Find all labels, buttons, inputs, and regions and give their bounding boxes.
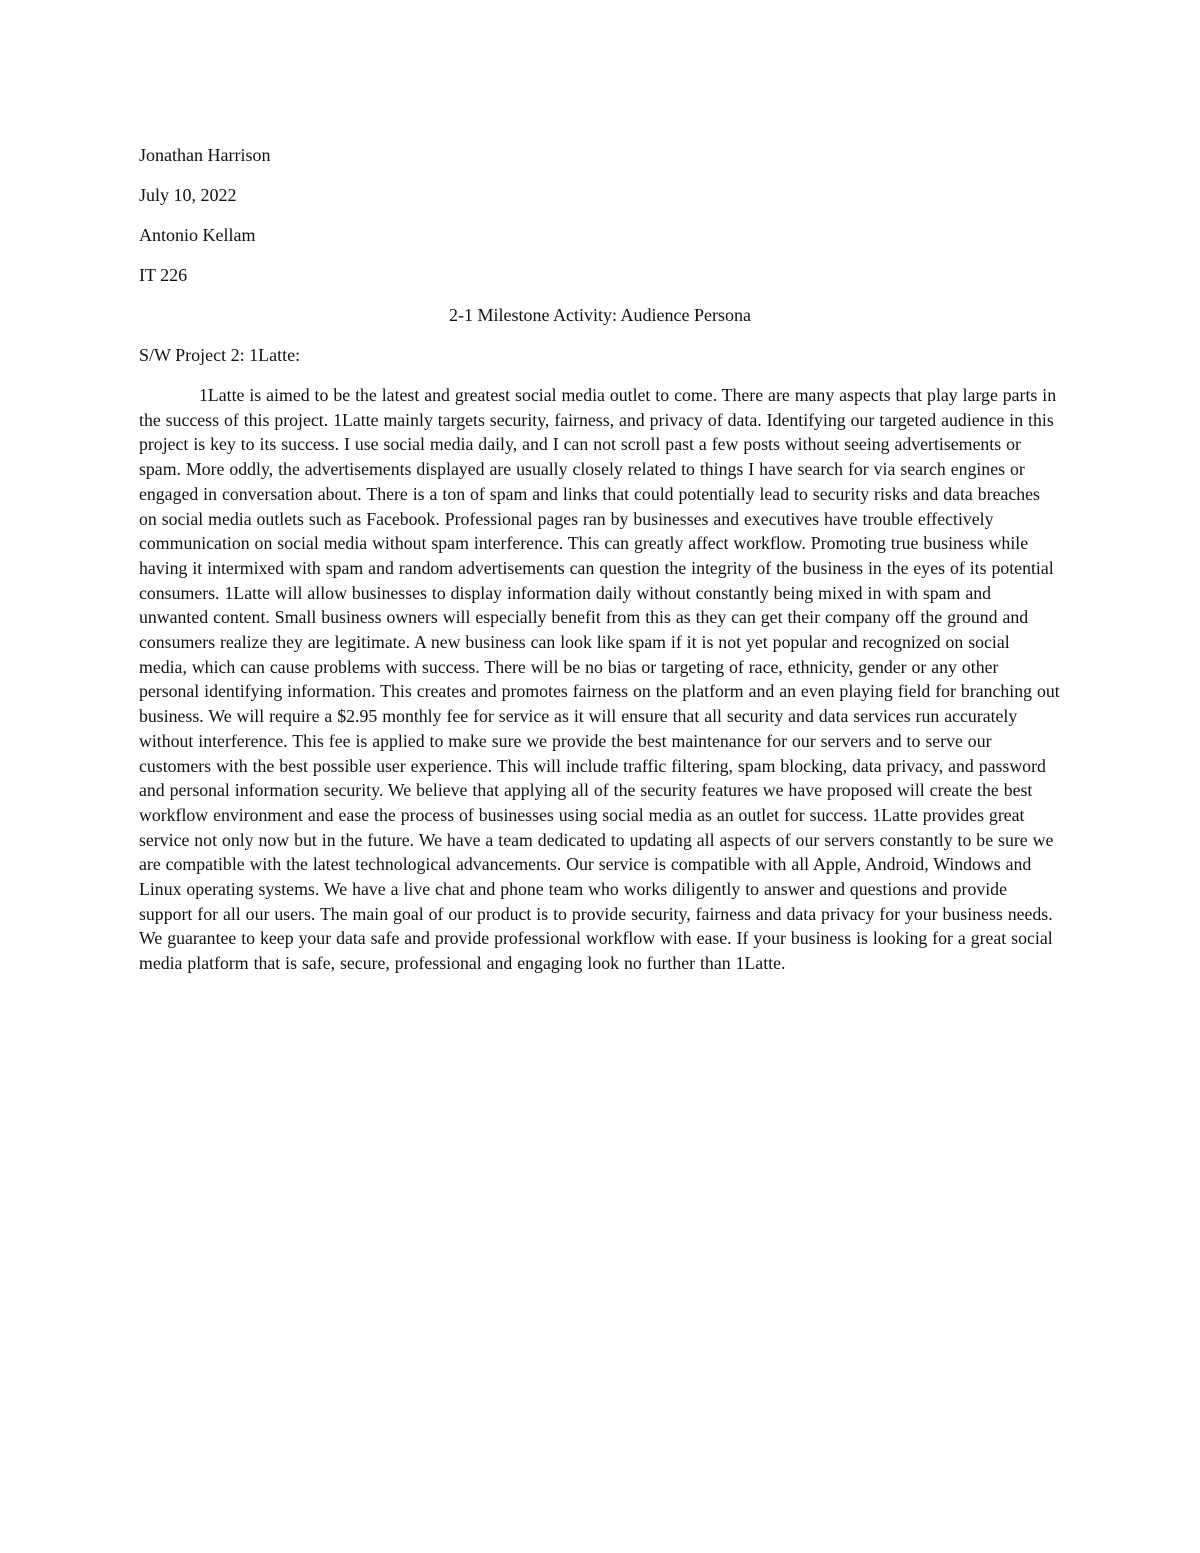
course-code: IT 226 [139, 265, 188, 285]
document-content [139, 143, 1061, 976]
instructor-name: Antonio Kellam [139, 225, 256, 245]
submission-date: July 10, 2022 [139, 185, 237, 205]
body-paragraph: 1Latte is aimed to be the latest and greatest social media outlet to come. There are many aspects that play large parts in the success of this project. 1Latte mainly targets security, fairness, and privacy of data. Identifying our targeted audience in this project is key to its success. I use social media daily, and I can not scroll past a few posts without seeing advertisements or spam. More oddly, the advertisements displayed are usually closely related to things I have search for via search engines or engaged in conversation about. There is a ton of spam and links that could potentially lead to security risks and data breaches on social media outlets such as Facebook. Professional pages ran by businesses and executives have trouble effectively communication on social media without spam interference. This can greatly affect workflow. Promoting true business while having it intermixed with spam and random advertisements can question the integrity of the business in the eyes of its potential consumers. 1Latte will allow businesses to display information daily without constantly being mixed in with spam and unwanted content. Small business owners will especially benefit from this as they can get their company off the ground and consumers realize they are legitimate. A new business can look like spam if it is not yet popular and recognized on social media, which can cause problems with success. There will be no bias or targeting of race, ethnicity, gender or any other personal identifying information. This creates and promotes fairness on the platform and an even playing field for branching out business. We will require a $2.95 monthly fee for service as it will ensure that all security and data services run accurately without interference. This fee is applied to make sure we provide the best maintenance for our servers and to serve our customers with the best possible user experience. This will include traffic filtering, spam blocking, data privacy, and password and personal information security. We believe that applying all of the security features we have proposed will create the best workflow environment and ease the process of businesses using social media as an outlet for success. 1Latte provides great service not only now but in the future. We have a team dedicated to updating all aspects of our servers constantly to be sure we are compatible with the latest technological advancements. Our service is compatible with all Apple, Android, Windows and Linux operating systems. We have a live chat and phone team who works diligently to answer and questions and provide support for all our users. The main goal of our product is to provide security, fairness and data privacy for your business needs. We guarantee to keep your data safe and provide professional workflow with ease. If your business is looking for a great social media platform that is safe, secure, professional and engaging look no further than 1Latte. [139, 385, 1060, 974]
project-subtitle: S/W Project 2: 1Latte: [139, 345, 301, 365]
student-name: Jonathan Harrison [139, 145, 271, 165]
document-title: 2-1 Milestone Activity: Audience Persona [449, 305, 751, 325]
